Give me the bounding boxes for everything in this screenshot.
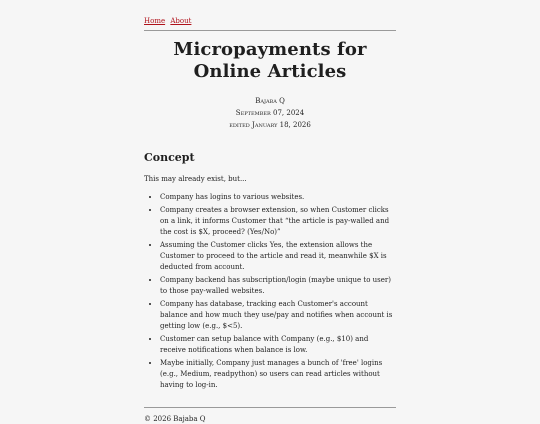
section-title-concept: Concept [144, 151, 195, 164]
list-item: • Company has logins to various websites. [160, 192, 396, 203]
nav-about-link[interactable]: About [170, 17, 192, 25]
footer-divider [144, 407, 396, 408]
list-item: • Company has database, tracking each Customer's account balance and how much they use/pay and notifies when account is getting low (e.g., $<5). [160, 299, 396, 332]
nav-home-link[interactable]: Home [144, 17, 166, 25]
article-edited-date: edited January 18, 2026 [229, 121, 311, 129]
list-item: • Assuming the Customer clicks Yes, the extension allows the Customer to proceed to the article and read it, meanwhile $X is deducted from account. [160, 240, 396, 273]
list-item: • Company backend has subscription/login (maybe unique to user) to those pay-walled websites. [160, 275, 396, 297]
list-item: • Company creates a browser extension, so when Customer clicks on a link, it informs Customer that “the article is pay-walled and the cost is $X, proceed? (Yes/No)” [160, 205, 396, 238]
top-nav [144, 16, 396, 31]
article-author: Bajaba Q [255, 97, 285, 105]
article-meta [144, 95, 396, 131]
page [144, 0, 396, 424]
footer-copyright: © 2026 Bajaba Q [144, 415, 206, 424]
concept-bullet-list [144, 192, 396, 391]
list-item: • Customer can setup balance with Company (e.g., $10) and receive notifications when balance is low. [160, 334, 396, 356]
list-item: • Maybe initially, Company just manages a bunch of 'free' logins (e.g., Medium, readpython) so users can read articles without having to log-in. [160, 358, 396, 391]
article-date: September 07, 2024 [235, 109, 305, 117]
article-title: Micropayments for Online Articles [173, 39, 367, 82]
intro-paragraph: This may already exist, but... [144, 175, 247, 184]
